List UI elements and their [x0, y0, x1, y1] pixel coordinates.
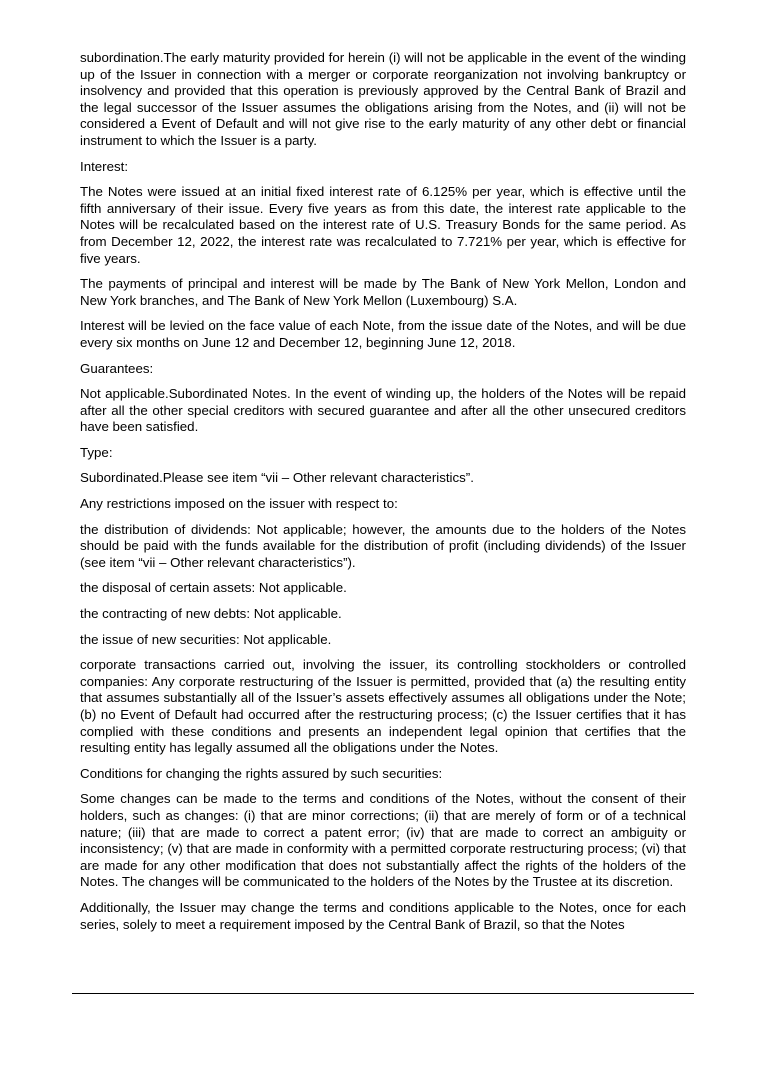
paragraph-type: Subordinated.Please see item “vii – Other relevant characteristics”. [80, 470, 474, 486]
paragraph-disposal-assets: the disposal of certain assets: Not applicable. [80, 580, 347, 596]
paragraph-distribution-dividends: the distribution of dividends: Not applicable; however, the amounts due to the holders of the Notes should be paid with the funds available for the distribution of profit (including dividends) of the Issuer (see item “vii – Other relevant characteristics”). [80, 521, 686, 570]
paragraph-guarantees: Not applicable.Subordinated Notes. In the event of winding up, the holders of the Notes will be repaid after all the other special creditors with secured guarantee and after all the other unsecured creditors have been satisfied. [80, 386, 686, 435]
heading-conditions-changing-rights: Conditions for changing the rights assured by such securities: [80, 765, 443, 781]
heading-restrictions: Any restrictions imposed on the issuer with respect to: [80, 496, 398, 512]
paragraph-additional-changes: Additionally, the Issuer may change the terms and conditions applicable to the Notes, once for each series, solely to meet a requirement imposed by the Central Bank of Brazil, so that the Notes [80, 899, 686, 932]
paragraph-interest-rate: The Notes were issued at an initial fixed interest rate of 6.125% per year, which is effective until the fifth anniversary of their issue. Every five years as from this date, the interest rate applicable to the Notes will be recalculated based on the interest rate of U.S. Treasury Bonds for the same period. As from December 12, 2022, the interest rate was recalculated to 7.721% per year, which is effective for five years. [80, 184, 686, 266]
paragraph-new-debts: the contracting of new debts: Not applicable. [80, 606, 342, 622]
heading-interest: Interest: [80, 158, 129, 174]
paragraph-payments: The payments of principal and interest will be made by The Bank of New York Mellon, London and New York branches, and The Bank of New York Mellon (Luxembourg) S.A. [80, 276, 686, 308]
footer-divider [72, 993, 694, 994]
heading-type: Type: [80, 444, 113, 460]
paragraph-new-securities: the issue of new securities: Not applicable. [80, 631, 332, 647]
paragraph-changes-without-consent: Some changes can be made to the terms and conditions of the Notes, without the consent of their holders, such as changes: (i) that are minor corrections; (ii) that are merely of form or of a technical nature; (iii) that are made to correct a patent error; (iv) that are made to correct an ambiguity or inconsistency; (v) that are made in conformity with a permitted corporate restructuring process; (vi) that are made for any other modification that does not substantially affect the rights of the holders of the Notes. The changes will be communicated to the holders of the Notes by the Trustee at its discretion. [80, 791, 686, 890]
heading-guarantees: Guarantees: [80, 360, 154, 376]
paragraph-interest-levied: Interest will be levied on the face value of each Note, from the issue date of the Notes, and will be due every six months on June 12 and December 12, beginning June 12, 2018. [80, 318, 686, 350]
document-body [80, 50, 686, 942]
paragraph-subordination-early-maturity: subordination.The early maturity provided for herein (i) will not be applicable in the event of the winding up of the Issuer in connection with a merger or corporate reorganization not involving bankruptcy or insolvency and provided that this operation is previously approved by the Central Bank of Brazil and the legal successor of the Issuer assumes the obligations arising from the Notes, and (ii) will not be considered a Event of Default and will not give rise to the early maturity of any other debt or financial instrument to which the Issuer is a party. [80, 50, 686, 148]
paragraph-corporate-transactions: corporate transactions carried out, involving the issuer, its controlling stockholders or controlled companies: Any corporate restructuring of the Issuer is permitted, provided that (a) the resulting entity that assumes substantially all of the Issuer’s assets effectively assumes all obligations under the Note; (b) no Event of Default had occurred after the restructuring process; (c) the Issuer certifies that it has complied with these conditions and presents an independent legal opinion that certifies that the resulting entity has legally assumed all the obligations under the Notes. [80, 657, 686, 756]
